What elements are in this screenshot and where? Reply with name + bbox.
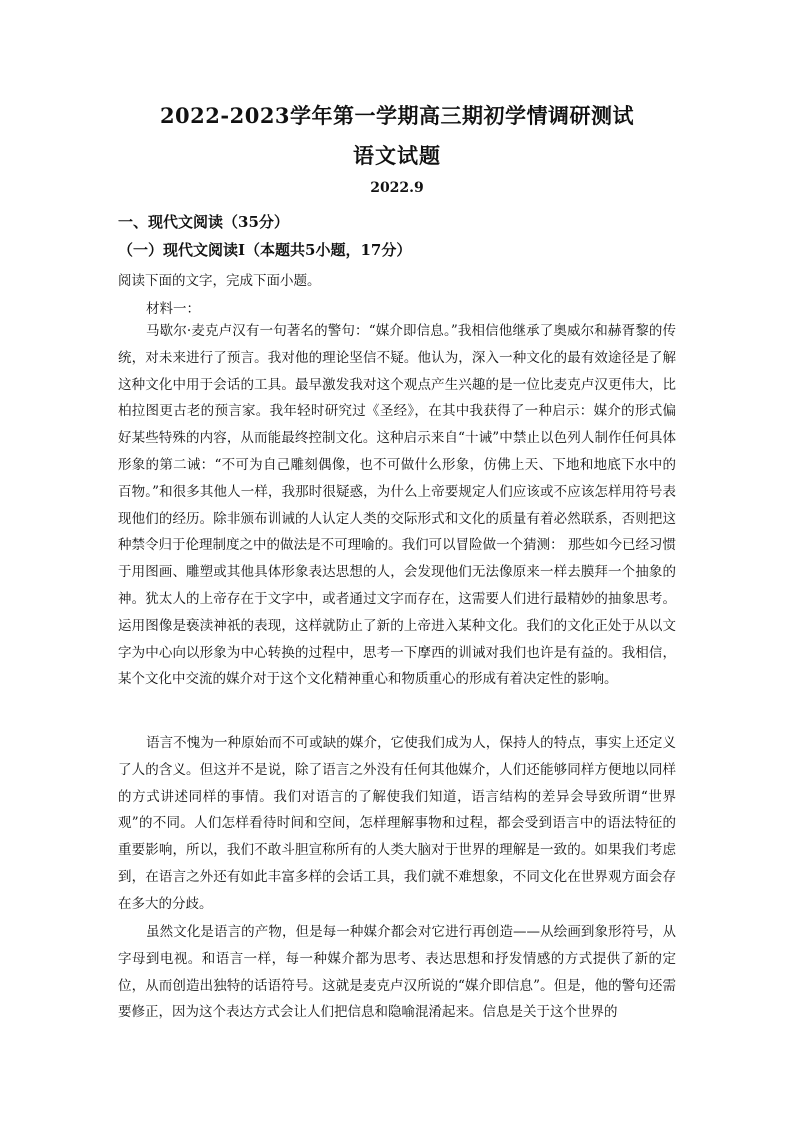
exam-title: 2022-2023学年第一学期高三期初学情调研测试 xyxy=(159,103,635,128)
paragraph: 马歇尔·麦克卢汉有一句著名的警句：“媒介即信息。”我相信他继承了奥威尔和赫胥黎的传统，对未来进行了预言。我对他的理论坚信不疑。他认为，深入一种文化的最有效途径是了解这种文化中用于会话的工具。最早激发我对这个观点产生兴趣的是一位比麦克卢汉更伟大，比柏拉图更古老的预言家。我年轻时研究过《圣经》，在其中我获得了一种启示：媒介的形式偏好某些特殊的内容，从而能最终控制文化。这种启示来自“十诫”中禁止以色列人制作任何具体形象的第二诫：“不可为自己雕刻偶像，也不可做什么形象，仿佛上天、下地和地底下水中的百物。”和很多其他人一样，我那时很疑惑，为什么上帝要规定人们应该或不应该怎样用符号表现他们的经历。除非颁布训诫的人认定人类的交际形式和文化的质量有着必然联系，否则把这种禁令归于伦理制度之中的做法是不可理喻的。我们可以冒险做一个猜测： 那些如今已经习惯于用图画、雕塑或其他具体形象表达思想的人，会发现他们无法像原来一样去膜拜一个抽象的神。犹太人的上帝存在于文字中，或者通过文字而存在，这需要人们进行最精妙的抽象思考。运用图像是亵渎神祇的表现，这样就防止了新的上帝进入某种文化。我们的文化正处于从以文字为中心向以形象为中心转换的过程中，思考一下摩西的训诫对我们也许是有益的。我相信，某个文化中交流的媒介对于这个文化精神重心和物质重心的形成有着决定性的影响。 xyxy=(118,323,676,688)
paragraph: 虽然文化是语言的产物，但是每一种媒介都会对它进行再创造——从绘画到象形符号，从字母到电视。和语言一样，每一种媒介都为思考、表达思想和抒发情感的方式提供了新的定位，从而创造出独特的话语符号。这就是麦克卢汉所说的“媒介即信息”。但是，他的警句还需要修正，因为这个表达方式会让人们把信息和隐喻混淆起来。信息是关于这个世界的 xyxy=(118,924,676,1021)
section-heading: 一、现代文阅读（35分） xyxy=(118,213,289,231)
reading-instruction: 阅读下面的文字，完成下面小题。 xyxy=(118,273,321,289)
subject-title: 语文试题 xyxy=(353,143,441,168)
subsection-heading: （一）现代文阅读Ⅰ（本题共5小题，17分） xyxy=(118,241,412,259)
exam-date: 2022.9 xyxy=(370,180,424,196)
material-label: 材料一： xyxy=(146,301,200,317)
paragraph: 语言不愧为一种原始而不可或缺的媒介，它使我们成为人，保持人的特点，事实上还定义了人的含义。但这并不是说，除了语言之外没有任何其他媒介，人们还能够同样方便地以同样的方式讲述同样的事情。我们对语言的了解使我们知道，语言结构的差异会导致所谓“世界观”的不同。人们怎样看待时间和空间，怎样理解事物和过程，都会受到语言中的语法特征的重要影响，所以，我们不敢斗胆宣称所有的人类大脑对于世界的理解是一致的。如果我们考虑到，在语言之外还有如此丰富多样的会话工具，我们就不难想象，不同文化在世界观方面会存在多大的分歧。 xyxy=(118,735,676,912)
